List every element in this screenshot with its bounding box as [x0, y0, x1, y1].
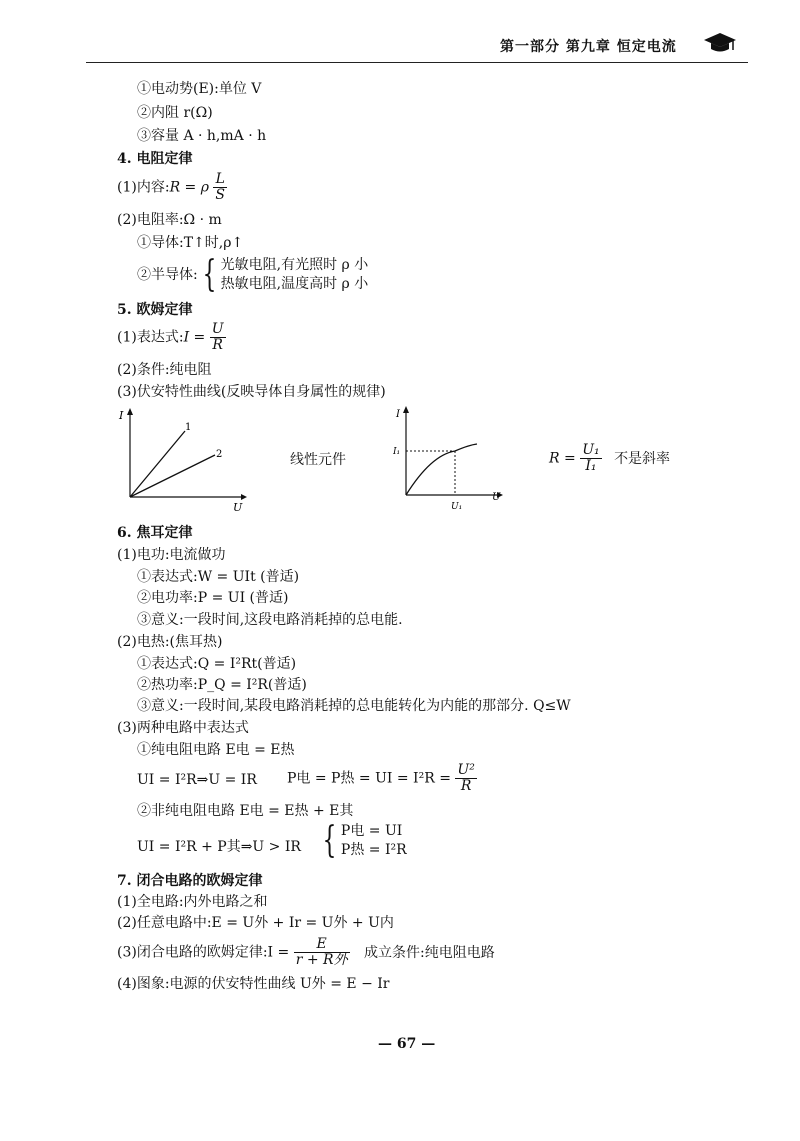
conductor-line: ①导体:T↑时,ρ↑: [137, 235, 244, 251]
any-circuit-line: (2)任意电路中:E = U外 + Ir = U外 + U内: [117, 915, 394, 931]
closed-circuit-law: [117, 937, 495, 968]
graduation-cap-icon: [704, 32, 736, 54]
header-rule: [86, 62, 748, 63]
graph1-x-label: U: [233, 501, 243, 514]
linear-iv-graph: [115, 405, 250, 515]
nonlinear-iv-graph: [393, 403, 508, 515]
work-meaning: ③意义:一段时间,这段电路消耗掉的总电能.: [137, 612, 403, 628]
not-slope-note: 不是斜率: [614, 450, 671, 467]
graph2-u1-label: U₁: [451, 502, 463, 512]
fraction-l-over-s: [213, 172, 227, 203]
fraction-numerator: E: [316, 936, 327, 952]
fraction-numerator: U₁: [582, 442, 600, 458]
work-expression: ①表达式:W = UIt (普适): [137, 569, 300, 585]
resistance-ratio: [549, 443, 670, 474]
fraction-denominator: I₁: [585, 458, 597, 474]
graph2-y-label: I: [396, 409, 400, 420]
graph2-i1-label: I₁: [393, 447, 401, 457]
ohms-law-lhs: I =: [183, 329, 206, 346]
semiconductor-prefix: ②半导体:: [137, 267, 198, 283]
two-circuits-line: (3)两种电路中表达式: [117, 720, 249, 736]
graph2-x-label: U: [492, 492, 501, 503]
non-pure-resistor-circuit: ②非纯电阻电路 E电 = E热 + E其: [137, 803, 354, 819]
non-pure-resistor-eq1: UI = I²R + P其⇒U > IR: [137, 839, 301, 855]
heading-closed-circuit: 7. 闭合电路的欧姆定律: [117, 873, 263, 889]
ohms-law-expression: [117, 322, 226, 353]
fraction-denominator: R: [212, 337, 223, 353]
power-expression: ②电功率:P = UI (普适): [137, 590, 289, 606]
pure-resistor-circuit: ①纯电阻电路 E电 = E热: [137, 742, 295, 758]
closed-circuit-prefix: (3)闭合电路的欧姆定律:I =: [117, 944, 290, 961]
closed-circuit-condition: 成立条件:纯电阻电路: [364, 944, 495, 961]
line-internal-resistance: ②内阻 r(Ω): [137, 105, 213, 121]
page-header-title: 第一部分 第九章 恒定电流: [500, 39, 677, 55]
non-pure-power-heat: P热 = I²R: [340, 842, 407, 858]
full-circuit-line: (1)全电路:内外电路之和: [117, 894, 268, 910]
heat-power-expression: ②热功率:P_Q = I²R(普适): [137, 677, 307, 693]
fraction-numerator: L: [215, 171, 225, 187]
ratio-lhs: R =: [549, 450, 576, 467]
thermistor-line: 热敏电阻,温度高时 ρ 小: [220, 276, 369, 292]
graph1-line1-label: 1: [185, 422, 192, 433]
fraction-denominator: r + R外: [295, 952, 348, 968]
photoresistor-line: 光敏电阻,有光照时 ρ 小: [220, 257, 369, 273]
heading-joules-law: 6. 焦耳定律: [117, 525, 193, 541]
ohms-law-condition: (2)条件:纯电阻: [117, 362, 212, 378]
fraction-denominator: S: [215, 187, 226, 203]
heading-ohms-law: 5. 欧姆定律: [117, 302, 193, 318]
brace-symbol: {: [202, 254, 217, 295]
electric-work-line: (1)电功:电流做功: [117, 547, 226, 563]
electric-heat-line: (2)电热:(焦耳热): [117, 634, 223, 650]
heat-expression: ①表达式:Q = I²Rt(普适): [137, 656, 297, 672]
pure-resistor-eq2-text: P电 = P热 = UI = I²R =: [287, 770, 451, 787]
ohms-law-prefix: (1)表达式:: [117, 329, 184, 346]
resistance-law-lhs: R = ρ: [169, 179, 209, 196]
non-pure-resistor-brace: [318, 822, 407, 860]
page-number: — 67 —: [378, 1036, 436, 1052]
line-emf: ①电动势(E):单位 V: [137, 81, 262, 97]
fraction-u2-over-r: [455, 763, 476, 794]
heat-meaning: ③意义:一段时间,某段电路消耗掉的总电能转化为内能的那部分. Q≤W: [137, 698, 571, 714]
semiconductor-block: [137, 256, 368, 294]
source-iv-curve-line: (4)图象:电源的伏安特性曲线 U外 = E − Ir: [117, 976, 390, 992]
graph1-y-label: I: [119, 409, 124, 422]
pure-resistor-eq1: UI = I²R⇒U = IR: [137, 772, 257, 788]
line-capacity: ③容量 A · h,mA · h: [137, 128, 267, 144]
fraction-u-over-r: [210, 322, 226, 353]
graph1-line2-label: 2: [216, 449, 223, 460]
fraction-numerator: U: [211, 321, 224, 337]
brace-symbol: {: [322, 820, 337, 861]
heading-resistance-law: 4. 电阻定律: [117, 151, 193, 167]
fraction-denominator: R: [460, 778, 472, 794]
pure-resistor-eq2: [287, 763, 477, 794]
resistivity-line: (2)电阻率:Ω · m: [117, 212, 222, 228]
resistance-law-prefix: (1)内容:: [117, 179, 170, 196]
iv-curve-title: (3)伏安特性曲线(反映导体自身属性的规律): [117, 384, 386, 400]
resistance-law-content: [117, 172, 227, 203]
fraction-e-over-r: [294, 937, 350, 968]
fraction-numerator: U²: [457, 762, 475, 778]
fraction-u1-over-i1: [580, 443, 601, 474]
linear-element-label: 线性元件: [290, 452, 346, 468]
non-pure-power-electric: P电 = UI: [340, 823, 403, 839]
